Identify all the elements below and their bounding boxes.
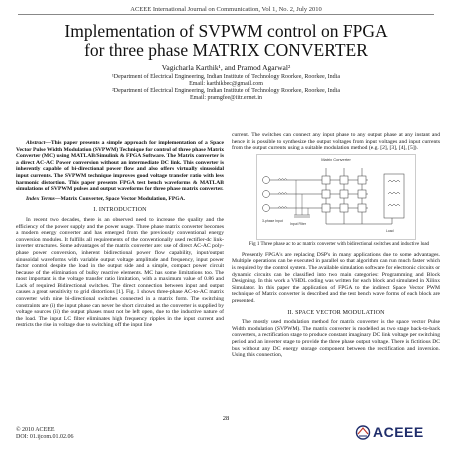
right-column <box>232 132 440 359</box>
aceee-logo-icon <box>355 425 371 440</box>
affiliation-2: ²Department of Electrical Engineering, Indian Institute of Technology Roorkee, Roorkee, India <box>111 88 341 94</box>
title-line-2: for three phase MATRIX CONVERTER <box>84 40 368 60</box>
figure-caption: Fig 1 Three phase ac to ac matrix converter with bidirectional switches and inductive load <box>248 241 430 247</box>
paper-title <box>0 22 452 60</box>
figure-label-input: 3-phase Input <box>262 218 283 223</box>
right-intro-paragraph: current. The switches can connect any input phase to any output phase at any instant and hence it is possible to synthesize the output voltages from input voltages and input currents from the output currents using a suitable modulation method (e.g. [2], [3], [4], [5]). <box>232 132 440 152</box>
figure-matrix-converter <box>256 154 416 240</box>
copyright-line: © 2010 ACEEE <box>16 427 55 433</box>
introduction-paragraph: In recent two decades, there is an observed need to increase the quality and the efficiency of the power supply and the power usage. Three phase matrix converter becomes a modern energy converter and has emerged from the previously conventional energy conversion modules. It fulfills all requirements of the conventionally used rectifier-dc link- inverter structures. Some advantages of the matrix converter are: use of direct AC-AC poly-phase power conversion, inherent bidirectional power flow capability, input/output sinusoidal waveforms with variable output voltage amplitude and frequency, input power factor control despite the load in the output side and a simple, compact power circuit because of the elimination of bulky reactive elements. MC has some limitations too. The most important is the voltage transfer ratio limitation, with a maximum value of 0.86 and Lack of required Bidirectional switches. The direct connection between input and output causes a great sensitivity to grid distortions [1]. Fig. 1 shows three-phase AC-to-AC matrix converter with nine bi-directional switches connected in a matrix form. The switching constraints are (i) the input phase can never be short circuited as the converter is supplied by voltage sources (ii) the output phases must not be left open, due to the inductive nature of the load. The input LC filter eliminates high frequency ripples in the input current and restricts the rise in voltage due to switching off the input line <box>16 216 224 329</box>
figure-label-load: Load <box>386 228 394 233</box>
abstract <box>16 140 224 193</box>
abstract-lead: Abstract <box>26 140 46 146</box>
matrix-converter-diagram <box>256 154 416 240</box>
affiliation-1: ¹Department of Electrical Engineering, Indian Institute of Technology Roorkee, Roorkee, India <box>111 74 341 80</box>
section-heading-svm: II. SPACE VECTOR MODULATION <box>287 309 385 316</box>
section-heading-introduction: I. INTRODUCTION <box>93 207 147 214</box>
copyright-block <box>16 427 74 441</box>
doi-line: DOI: 01.ijcom.01.02.06 <box>16 434 74 440</box>
figure-label-filter: Input Filter <box>290 221 307 226</box>
email-1: Email: karthikbec@gmail.com <box>189 81 263 87</box>
header-rule <box>18 14 434 15</box>
svm-paragraph: The mostly used modulation method for matrix converter is the space vector Pulse Width modulation (SVPWM). The matrix converter is modelled as two stage back-to-back converters, a rectification stage to produce constant imaginary DC link voltage per switching period and an inverter stage to provide the three phase output voltage. There is fictitious DC bus without any DC energy storage component between the rectification and inversion. Using this connection, <box>232 319 440 359</box>
page-number: 28 <box>222 415 230 422</box>
journal-header: ACEEE International Journal on Communication, Vol 1, No. 2, July 2010 <box>130 6 322 13</box>
left-column <box>16 140 224 329</box>
index-terms-text: —Matrix Converter, Space Vector Modulation, FPGA. <box>54 195 186 202</box>
aceee-logo <box>355 424 437 442</box>
authors: Vagicharla Karthik¹, and Pramod Agarwal² <box>161 63 291 72</box>
abstract-text: —This paper presents a simple approach for implementation of a Space Vector Pulse Width Modulation (SVPWM) Technique for control of three phase Matrix Converter (MC) using MATLAB/Simulink & FPGA Software. The Matrix converter is a direct AC-AC Power conversion without an intermediate DC link. This converter is inherently capable of bi-directional power flow and also offers virtually sinusoidal input currents. The SVPWM technique improves good voltage transfer ratio with less harmonic distortion. This paper presents FPGA test bench waveforms & MATLAB simulations of SVPWM pulses and output waveforms for three phase matrix converter. <box>16 140 224 193</box>
figure-label-top: Matrix Converter <box>321 156 351 162</box>
aceee-logo-text: ACEEE <box>373 424 424 440</box>
fpga-paragraph: Presently FPGA's are replacing DSP's in many applications due to some advantages. Multiple operations can be executed in parallel so that algorithm can run much faster which is required by the control system. The available simulation software for electronic circuits or dynamic circuits can be classified into two main categories: Programming and Block Designing. In this work a VHDL coding was written for each block and simulated in Xilinx Simulator. In this paper the application of FPGA to the indirect Space Vector PWM technique of Matrix converter is described and the test bench wave forms of each block are presented. <box>232 251 440 304</box>
title-line-1: Implementation of SVPWM control on FPGA <box>64 21 388 41</box>
email-2: Email: pramgfee@iitr.ernet.in <box>190 95 262 101</box>
index-terms-lead: Index Terms <box>26 195 55 202</box>
index-terms <box>16 196 224 203</box>
